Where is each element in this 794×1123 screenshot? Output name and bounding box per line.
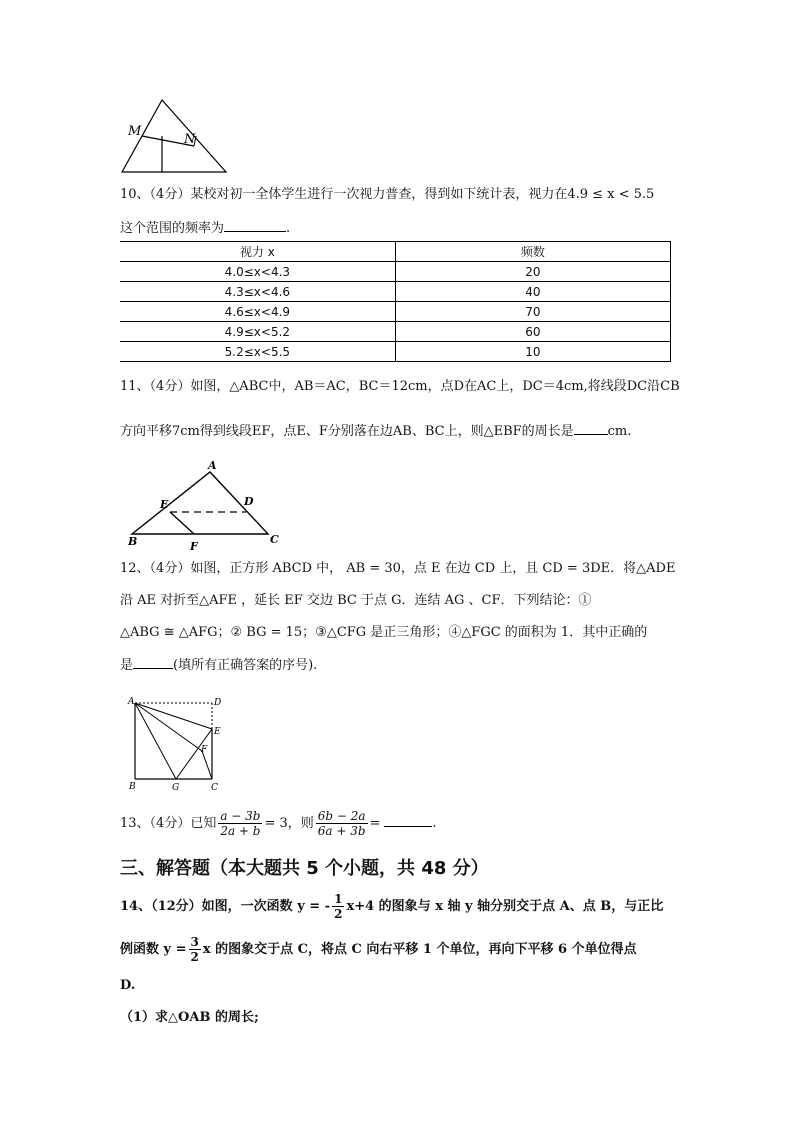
- cell-range: 4.9≤x<5.2: [120, 322, 395, 342]
- label-c: C: [211, 783, 218, 793]
- q14-frac-b-numerator: 3: [190, 935, 199, 949]
- q11-line2-post: cm.: [607, 424, 632, 439]
- q14-line2: [120, 932, 637, 968]
- q10-line1: 10、（4分）某校对初一全体学生进行一次视力普查，得到如下统计表，视力在4.9 ≤ x < 5.5: [120, 187, 655, 202]
- q13-pre: 13、（4分）已知: [120, 816, 217, 831]
- q14-sub1: （1）求△OAB 的周长;: [120, 1010, 259, 1025]
- cell-count: 10: [395, 342, 670, 362]
- table-row: [120, 262, 671, 282]
- label-f: F: [201, 745, 208, 755]
- figure-q9-triangle: [118, 96, 230, 176]
- q14-line2-post: x 的图象交于点 C，将点 C 向右平移 1 个单位，再向下平移 6 个单位得点: [202, 942, 637, 957]
- q14-line1: [120, 889, 663, 925]
- header-vision: 视力 x: [120, 242, 395, 262]
- label-f: F: [190, 540, 198, 553]
- q10-line2: [120, 218, 290, 238]
- header-frequency: 频数: [395, 242, 670, 262]
- q14-fraction-b: [189, 935, 201, 964]
- label-b: B: [128, 535, 138, 548]
- section-heading: 三、解答题（本大题共 5 个小题，共 48 分）: [120, 858, 489, 879]
- q12-line1: 12、（4分）如图，正方形 ABCD 中， AB = 30，点 E 在边 CD 上，且 CD = 3DE．将△ADE: [120, 561, 676, 576]
- q10-line2-post: .: [286, 221, 291, 236]
- table-row: [120, 302, 671, 322]
- q13-mid: = 3，则: [264, 816, 314, 831]
- q12-line4: [120, 655, 317, 675]
- cell-range: 4.3≤x<4.6: [120, 282, 395, 302]
- q11-answer-blank[interactable]: [574, 421, 608, 435]
- cell-count: 60: [395, 322, 670, 342]
- q12-line4-post: (填所有正确答案的序号).: [173, 658, 318, 673]
- q13-eq: =: [369, 816, 381, 831]
- cell-count: 40: [395, 282, 670, 302]
- table-row: [120, 342, 671, 362]
- q11-line2-pre: 方向平移7cm得到线段EF，点E、F分别落在边AB、BC上，则△EBF的周长是: [120, 424, 574, 439]
- q14-line2-pre: 例函数 y =: [120, 942, 187, 957]
- label-e: E: [160, 498, 169, 511]
- label-n: N: [184, 132, 196, 147]
- cell-range: 5.2≤x<5.5: [120, 342, 395, 362]
- table-row: [120, 322, 671, 342]
- label-d: D: [214, 698, 222, 708]
- q14-frac-a-denominator: 2: [334, 907, 343, 921]
- label-a: A: [208, 459, 217, 472]
- q10-line2-pre: 这个范围的频率为: [120, 221, 225, 236]
- label-a: A: [128, 697, 135, 707]
- label-d: D: [244, 495, 254, 508]
- q12-line3: △ABG ≅ △AFG；② BG = 15；③△CFG 是正三角形；④△FGC 的面积为 1．其中正确的: [120, 625, 648, 640]
- q14-line3: D.: [120, 978, 136, 993]
- q13-post: .: [432, 816, 437, 831]
- figure-q12-square: [124, 694, 228, 794]
- q12-answer-blank[interactable]: [133, 655, 173, 669]
- table-row: [120, 282, 671, 302]
- q13-answer-blank[interactable]: [384, 813, 432, 827]
- cell-range: 4.6≤x<4.9: [120, 302, 395, 322]
- cell-count: 70: [395, 302, 670, 322]
- q11-line2: [120, 421, 631, 441]
- label-g: G: [172, 783, 180, 793]
- vision-frequency-table: [120, 241, 671, 362]
- label-m: M: [128, 124, 142, 139]
- q12-line2: 沿 AE 对折至△AFE ，延长 EF 交边 BC 于点 G．连结 AG 、CF．下列结论：①: [120, 593, 592, 608]
- q13-frac1-denominator: 2a + b: [220, 824, 261, 838]
- q14-line1-post: x+4 的图象与 x 轴 y 轴分别交于点 A、点 B，与正比: [346, 899, 664, 914]
- q13-fraction-target: [316, 809, 368, 838]
- q13-frac1-numerator: a − 3b: [220, 809, 261, 823]
- label-b: B: [129, 782, 136, 792]
- q14-frac-b-denominator: 2: [190, 950, 199, 964]
- q14-fraction-a: [332, 892, 344, 921]
- q13-fraction-given: [218, 809, 262, 838]
- q11-line1: 11、（4分）如图，△ABC中，AB＝AC，BC＝12cm，点D在AC上，DC＝4cm,将线段DC沿CB: [120, 379, 680, 394]
- q12-line4-pre: 是: [120, 658, 134, 673]
- cell-count: 20: [395, 262, 670, 282]
- q14-frac-a-numerator: 1: [334, 892, 343, 906]
- cell-range: 4.0≤x<4.3: [120, 262, 395, 282]
- q13-line: [120, 807, 437, 841]
- label-e: E: [214, 727, 221, 737]
- q13-frac2-denominator: 6a + 3b: [317, 824, 366, 838]
- label-c: C: [270, 533, 279, 546]
- q10-answer-blank[interactable]: [224, 218, 286, 232]
- table-header-row: [120, 242, 671, 262]
- figure-q11-triangle: [122, 456, 286, 554]
- q13-frac2-numerator: 6b − 2a: [317, 809, 366, 823]
- q14-line1-pre: 14、（12分）如图，一次函数 y = -: [120, 899, 331, 914]
